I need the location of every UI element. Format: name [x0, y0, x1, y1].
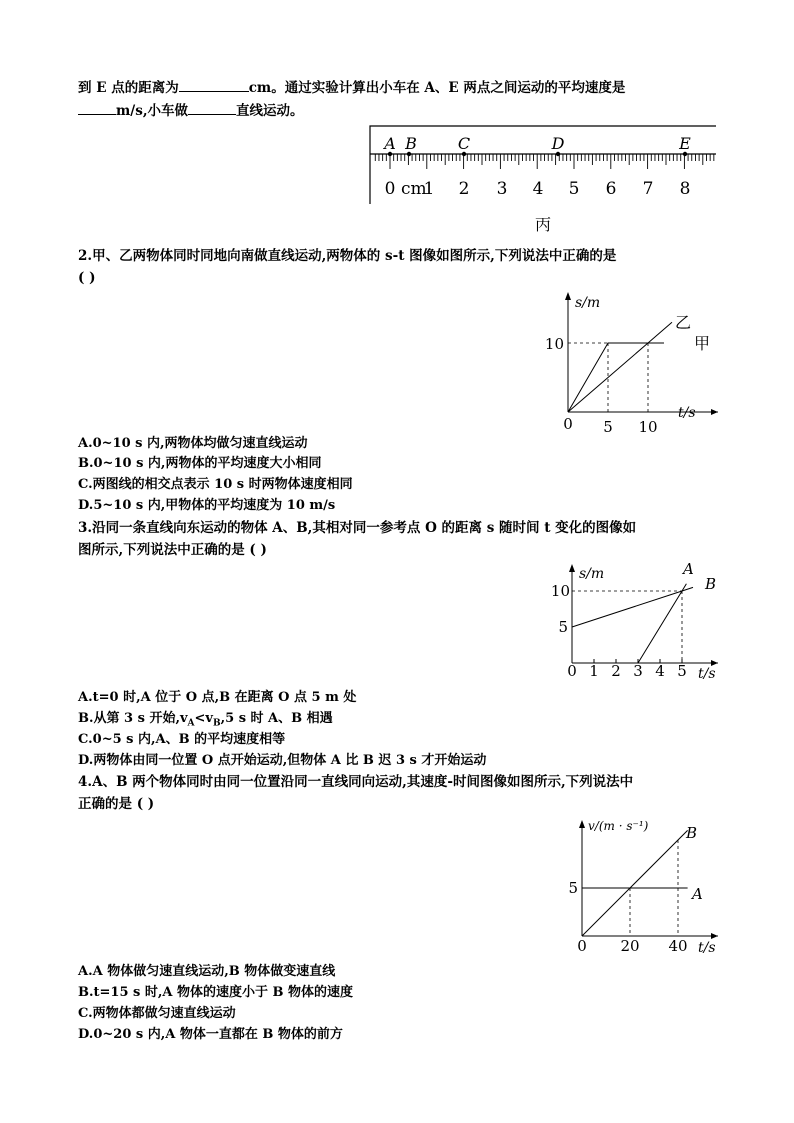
x-axis-arrow — [711, 409, 718, 415]
q1-line1 — [78, 77, 625, 98]
series-label: A — [683, 560, 694, 578]
q4-stem-line2: 正确的是 ( ) — [78, 796, 155, 812]
point-d-label: D — [551, 134, 565, 153]
subscript-b: B — [212, 718, 221, 729]
ruler-number: 4 — [532, 179, 544, 199]
ruler-figure — [360, 124, 720, 244]
q3-st-graph — [550, 556, 730, 686]
q2-option-c[interactable]: C.两图线的相交点表示 10 s 时两物体速度相同 — [78, 477, 353, 492]
series-label: 甲 — [694, 334, 711, 353]
ruler-unit: cm — [401, 179, 427, 199]
x-tick-label: 4 — [655, 662, 665, 680]
y-axis-label: s/m — [575, 295, 601, 311]
q4-option-a[interactable]: A.A 物体做匀速直线运动,B 物体做变速直线 — [78, 964, 336, 979]
y-tick-label: 10 — [550, 582, 570, 600]
q3-option-d[interactable]: D.两物体由同一位置 O 点开始运动,但物体 A 比 B 迟 3 s 才开始运动 — [78, 753, 487, 768]
q2-option-d[interactable]: D.5~10 s 内,甲物体的平均速度为 10 m/s — [78, 498, 336, 513]
series-line-0 — [638, 584, 686, 663]
x-axis-label: t/s — [698, 666, 716, 682]
origin-label: 0 — [577, 937, 587, 955]
ruler-ticks — [375, 154, 714, 169]
y-tick-label: 10 — [544, 335, 564, 353]
q1-line2 — [78, 100, 304, 121]
series-label: B — [686, 824, 698, 842]
x-tick-label: 3 — [633, 662, 643, 680]
ruler-number: 8 — [679, 179, 691, 199]
x-tick-label: 1 — [589, 662, 599, 680]
x-axis-label: t/s — [678, 405, 696, 421]
q3-marks — [551, 560, 716, 680]
series-line-1 — [572, 587, 693, 627]
ruler-number: 0 — [384, 179, 396, 199]
q2-option-b[interactable]: B.0~10 s 内,两物体的平均速度大小相同 — [78, 456, 322, 471]
answer-blank[interactable] — [179, 77, 249, 92]
q1-text: 直线运动。 — [236, 103, 304, 119]
origin-label: 0 — [563, 415, 573, 433]
ruler-numbers — [385, 179, 691, 199]
q4-option-c[interactable]: C.两物体都做匀速直线运动 — [78, 1006, 236, 1021]
q4-vt-graph — [548, 812, 728, 960]
series-line-1 — [582, 830, 688, 936]
q2-option-a[interactable]: A.0~10 s 内,两物体均做匀速直线运动 — [78, 436, 308, 451]
q4-option-d[interactable]: D.0~20 s 内,A 物体一直都在 B 物体的前方 — [78, 1027, 343, 1042]
q4-option-b[interactable]: B.t=15 s 时,A 物体的速度小于 B 物体的速度 — [78, 985, 354, 1000]
ruler-points — [382, 134, 691, 156]
q1-text: cm。通过实验计算出小车在 A、E 两点之间运动的平均速度是 — [248, 80, 626, 96]
q2-st-graph — [544, 286, 728, 436]
q1-text: 到 E 点的距离为 — [78, 80, 179, 96]
x-tick-label: 40 — [668, 937, 688, 955]
x-axis-arrow — [711, 933, 718, 939]
ruler-number: 5 — [568, 179, 580, 199]
q3-option-b-text: B.从第 3 s 开始,v — [78, 711, 188, 726]
q3-stem-line1: 3.沿同一条直线向东运动的物体 A、B,其相对同一参考点 O 的距离 s 随时间 t 变化的图像如 — [78, 520, 637, 536]
figure-caption: 丙 — [534, 215, 552, 234]
ruler-number: 7 — [642, 179, 654, 199]
x-tick-label: 5 — [677, 662, 687, 680]
y-tick-label: 5 — [558, 618, 568, 636]
q4-stem-line1: 4.A、B 两个物体同时由同一位置沿同一直线同向运动,其速度-时间图像如图所示,下列说法中 — [78, 774, 634, 790]
q3-option-a[interactable]: A.t=0 时,A 位于 O 点,B 在距离 O 点 5 m 处 — [78, 690, 357, 705]
x-tick-label: 5 — [603, 418, 613, 436]
ruler-number: 1 — [423, 179, 435, 199]
q3-option-b-text: ,5 s 时 A、B 相遇 — [220, 711, 333, 726]
series-label: B — [705, 575, 717, 593]
answer-blank[interactable] — [188, 100, 236, 115]
x-tick-label: 2 — [611, 662, 621, 680]
q3-stem-line2: 图所示,下列说法中正确的是 ( ) — [78, 542, 267, 558]
q1-text: m/s,小车做 — [116, 103, 189, 119]
series-line-0 — [568, 343, 664, 412]
point-c-label: C — [457, 134, 471, 153]
series-label: 乙 — [675, 313, 692, 332]
x-axis-label: t/s — [698, 940, 716, 956]
ruler-number: 6 — [605, 179, 617, 199]
q2-stem-line1: 2.甲、乙两物体同时同地向南做直线运动,两物体的 s-t 图像如图所示,下列说法中正确的是 — [78, 248, 617, 264]
answer-blank[interactable] — [78, 100, 116, 115]
q3-option-b-text: <v — [194, 711, 213, 726]
ruler-number: 3 — [496, 179, 508, 199]
point-b-label: B — [405, 134, 417, 153]
q3-option-c[interactable]: C.0~5 s 内,A、B 的平均速度相等 — [78, 732, 286, 747]
series-label: A — [692, 885, 703, 903]
series-line-1 — [568, 322, 672, 412]
point-a-label: A — [384, 134, 396, 153]
x-tick-label: 20 — [620, 937, 640, 955]
x-tick-label: 10 — [638, 418, 658, 436]
point-e-label: E — [679, 134, 691, 153]
y-axis-arrow — [569, 564, 575, 572]
subscript-a: A — [187, 718, 195, 729]
x-tick-label: 0 — [567, 662, 577, 680]
y-axis-arrow — [579, 820, 585, 828]
y-axis-arrow — [565, 292, 571, 300]
q2-stem-line2: ( ) — [78, 270, 96, 286]
y-axis-label: s/m — [579, 566, 605, 582]
q4-marks — [568, 824, 703, 955]
y-tick-label: 5 — [568, 879, 578, 897]
y-axis-label: v/(m · s⁻¹) — [588, 819, 649, 833]
ruler-number: 2 — [458, 179, 470, 199]
